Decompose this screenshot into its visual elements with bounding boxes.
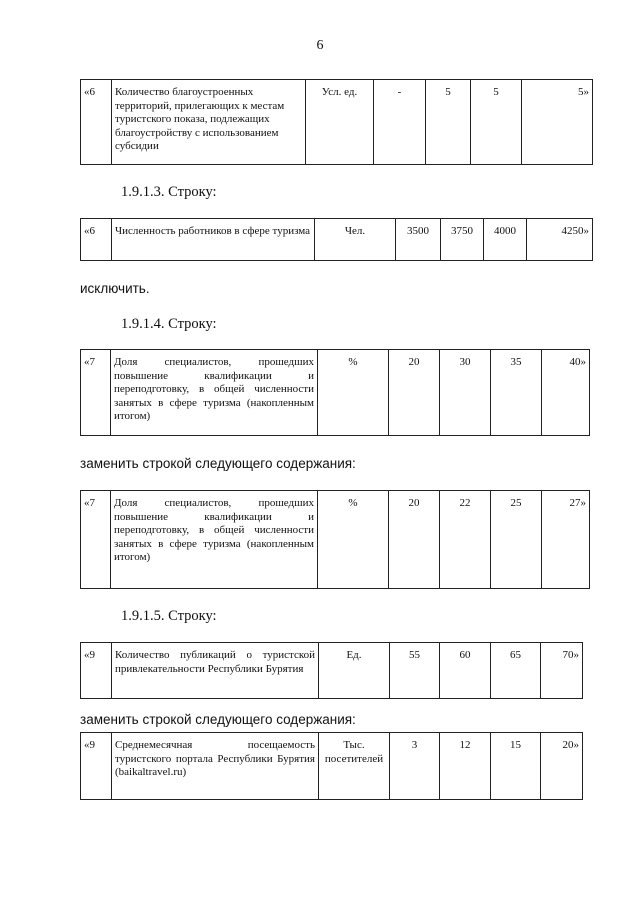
value-cell: 55	[390, 643, 440, 699]
indicator-name: Доля специалистов, прошедших повышение квалификации и переподготовку, в общей численности занятых в сфере туризма (накопленным итогом)	[111, 350, 318, 436]
value-cell: 5»	[522, 80, 593, 165]
indicator-table-4	[80, 490, 590, 589]
unit-cell: %	[318, 491, 389, 589]
value-cell: 3	[390, 733, 440, 800]
value-cell: 4250»	[527, 219, 593, 261]
value-cell: -	[374, 80, 426, 165]
value-cell: 3750	[441, 219, 484, 261]
indicator-table-2	[80, 218, 593, 261]
indicator-name: Численность работников в сфере туризма	[112, 219, 315, 261]
value-cell: 65	[491, 643, 541, 699]
table-row	[81, 219, 593, 261]
table-row	[81, 491, 590, 589]
indicator-name: Количество благоустроенных территорий, прилегающих к местам туристского показа, подлежащих благоустройству с использованием субсидии	[112, 80, 306, 165]
indicator-table-1	[80, 79, 593, 165]
indicator-name: Среднемесячная посещаемость туристского портала Республики Бурятия (baikaltravel.ru)	[112, 733, 319, 800]
value-cell: 20	[389, 491, 440, 589]
value-cell: 25	[491, 491, 542, 589]
replace-text-1: заменить строкой следующего содержания:	[80, 456, 356, 471]
unit-cell: Чел.	[315, 219, 396, 261]
value-cell: 60	[440, 643, 491, 699]
value-cell: 35	[491, 350, 542, 436]
indicator-table-6	[80, 732, 583, 800]
row-number: «9	[81, 643, 112, 699]
value-cell: 12	[440, 733, 491, 800]
indicator-name: Количество публикаций о туристской привлекательности Республики Бурятия	[112, 643, 319, 699]
unit-cell: Тыс. посетителей	[319, 733, 390, 800]
table-row	[81, 733, 583, 800]
indicator-table-3	[80, 349, 590, 436]
value-cell: 4000	[484, 219, 527, 261]
replace-text-2: заменить строкой следующего содержания:	[80, 712, 356, 727]
value-cell: 20	[389, 350, 440, 436]
row-number: «7	[81, 491, 111, 589]
unit-cell: %	[318, 350, 389, 436]
table-row	[81, 643, 583, 699]
row-number: «6	[81, 80, 112, 165]
value-cell: 5	[471, 80, 522, 165]
value-cell: 70»	[541, 643, 583, 699]
row-number: «9	[81, 733, 112, 800]
value-cell: 27»	[542, 491, 590, 589]
section-heading-1914: 1.9.1.4. Строку:	[121, 316, 217, 332]
value-cell: 5	[426, 80, 471, 165]
value-cell: 20»	[541, 733, 583, 800]
table-row	[81, 350, 590, 436]
page-number: 6	[316, 38, 324, 53]
indicator-table-5	[80, 642, 583, 699]
value-cell: 22	[440, 491, 491, 589]
row-number: «6	[81, 219, 112, 261]
value-cell: 3500	[396, 219, 441, 261]
unit-cell: Ед.	[319, 643, 390, 699]
indicator-name: Доля специалистов, прошедших повышение квалификации и переподготовку, в общей численности занятых в сфере туризма (накопленным итогом)	[111, 491, 318, 589]
section-heading-1915: 1.9.1.5. Строку:	[121, 608, 217, 624]
value-cell: 30	[440, 350, 491, 436]
exclude-text: исключить.	[80, 281, 150, 296]
value-cell: 40»	[542, 350, 590, 436]
value-cell: 15	[491, 733, 541, 800]
row-number: «7	[81, 350, 111, 436]
unit-cell: Усл. ед.	[306, 80, 374, 165]
section-heading-1913: 1.9.1.3. Строку:	[121, 184, 217, 200]
table-row	[81, 80, 593, 165]
